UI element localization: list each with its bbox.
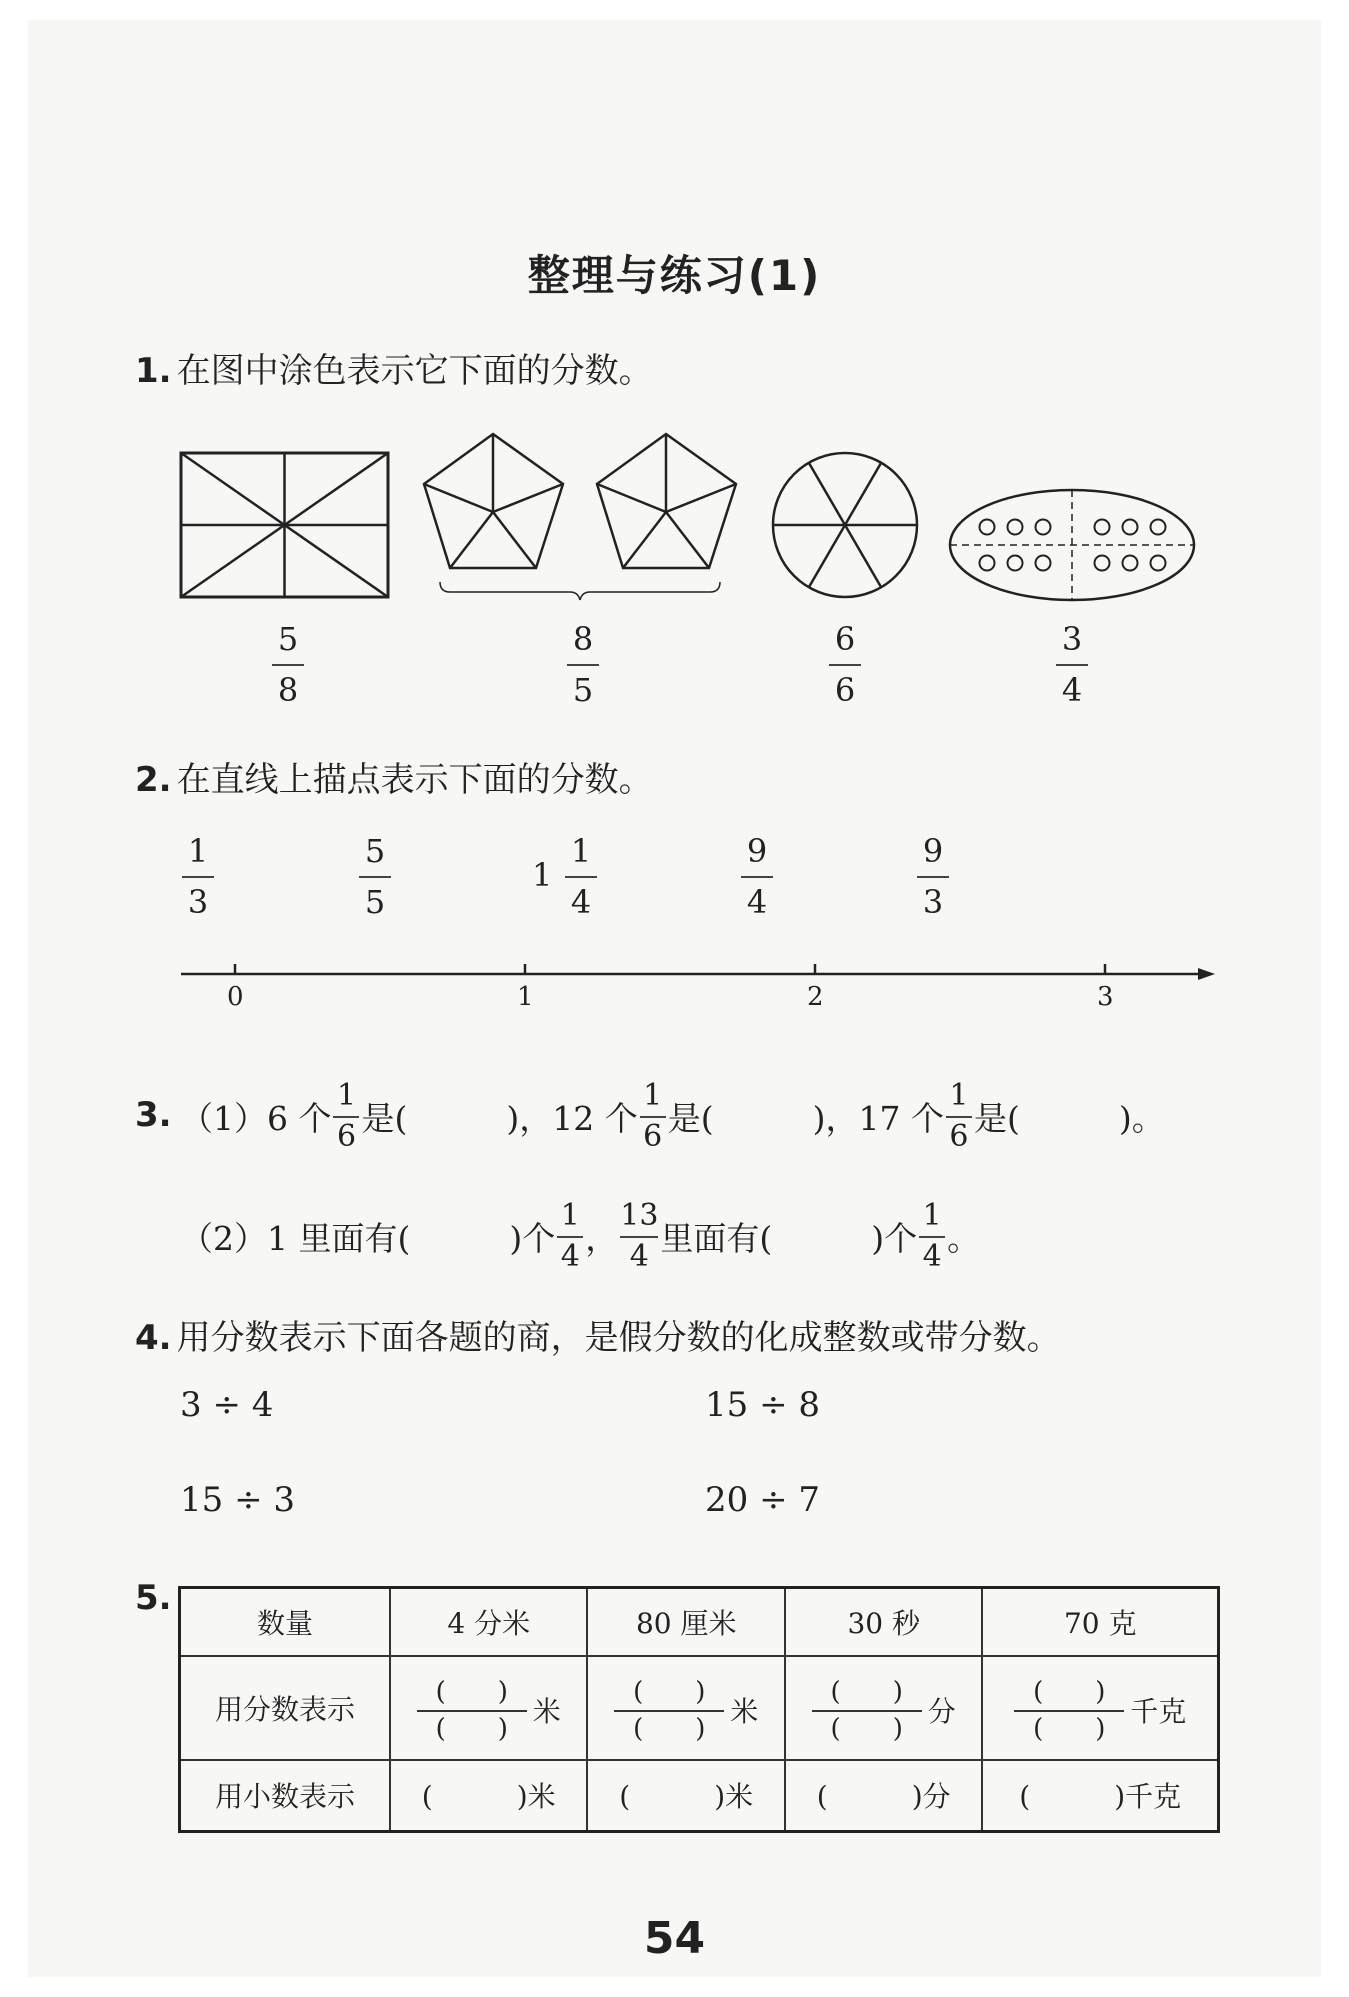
numerator: 1 bbox=[570, 832, 592, 870]
q2-fraction-4 bbox=[741, 832, 773, 921]
tick-label-3: 3 bbox=[1097, 982, 1114, 1012]
q2-fraction-1 bbox=[182, 832, 214, 921]
pentagon-figure-2[interactable] bbox=[597, 434, 736, 568]
q3-number-wrap bbox=[135, 1085, 172, 1145]
q2-number: 2. bbox=[135, 760, 172, 800]
denominator: 3 bbox=[187, 883, 209, 921]
q2-text: 在直线上描点表示下面的分数。 bbox=[176, 760, 653, 800]
ellipse-figure[interactable] bbox=[950, 490, 1194, 600]
q4-expr-2: 15 ÷ 8 bbox=[705, 1385, 820, 1425]
denominator: 3 bbox=[922, 883, 944, 921]
denominator: 5 bbox=[364, 883, 386, 921]
numerator: 5 bbox=[277, 620, 299, 658]
page-number: 54 bbox=[643, 1913, 706, 1964]
q4-expr-4: 20 ÷ 7 bbox=[705, 1480, 820, 1520]
q4-expr-1: 3 ÷ 4 bbox=[180, 1385, 274, 1425]
denominator: 6 bbox=[834, 671, 856, 709]
q3-1-fraction-a: 1 6 bbox=[333, 1081, 359, 1152]
row-label: 用小数表示 bbox=[180, 1760, 391, 1832]
q2-heading bbox=[135, 752, 653, 801]
q3-2-fraction-c: 1 4 bbox=[919, 1201, 945, 1272]
numerator: 3 bbox=[1061, 620, 1083, 658]
q2-fraction-3 bbox=[565, 832, 597, 921]
q1-figures bbox=[0, 0, 1349, 640]
q2-fraction-2 bbox=[359, 832, 391, 921]
tick-label-0: 0 bbox=[227, 982, 244, 1012]
q3-2-fraction-b: 13 4 bbox=[620, 1197, 659, 1274]
q3-1-text-c[interactable]: 是( )，17 个 bbox=[667, 1098, 944, 1138]
fraction-answer-cell[interactable]: ( ) ( ) 分 bbox=[785, 1656, 982, 1760]
decimal-answer-cell[interactable]: ( )分 bbox=[785, 1760, 982, 1832]
q4-expr-3: 15 ÷ 3 bbox=[180, 1480, 295, 1520]
header-cell: 30 秒 bbox=[785, 1588, 982, 1656]
q3-2-text-d: 。 bbox=[947, 1218, 981, 1258]
q3-line-2 bbox=[180, 1182, 980, 1290]
q4-heading bbox=[135, 1310, 1061, 1359]
tick-label-2: 2 bbox=[807, 982, 824, 1012]
q3-2-text-c[interactable]: 里面有( )个 bbox=[660, 1218, 918, 1258]
q4-text: 用分数表示下面各题的商，是假分数的化成整数或带分数。 bbox=[176, 1318, 1061, 1358]
decimal-answer-cell[interactable]: ( )米 bbox=[390, 1760, 587, 1832]
q1-fraction-3 bbox=[829, 620, 861, 709]
denominator: 4 bbox=[746, 883, 768, 921]
denominator: 8 bbox=[277, 671, 299, 709]
table-row-fraction bbox=[180, 1656, 1219, 1760]
q3-1-text-b[interactable]: 是( )，12 个 bbox=[361, 1098, 638, 1138]
denominator: 5 bbox=[572, 671, 594, 709]
numerator: 6 bbox=[834, 620, 856, 658]
q3-1-fraction-c: 1 6 bbox=[946, 1081, 972, 1152]
numerator: 9 bbox=[922, 832, 944, 870]
q3-1-text-d[interactable]: 是( )。 bbox=[973, 1098, 1165, 1138]
denominator: 4 bbox=[1061, 671, 1083, 709]
fraction-answer-cell[interactable]: ( ) ( ) 米 bbox=[587, 1656, 784, 1760]
numerator: 9 bbox=[746, 832, 768, 870]
row-label: 用分数表示 bbox=[180, 1656, 391, 1760]
q3-1-text-a: （1）6 个 bbox=[180, 1098, 332, 1138]
header-cell: 80 厘米 bbox=[587, 1588, 784, 1656]
q1-text: 在图中涂色表示它下面的分数。 bbox=[176, 351, 653, 391]
numerator: 8 bbox=[572, 620, 594, 658]
q1-fraction-4 bbox=[1056, 620, 1088, 709]
fraction-answer-cell[interactable]: ( ) ( ) 千克 bbox=[982, 1656, 1218, 1760]
brace bbox=[440, 582, 720, 600]
q3-2-fraction-a: 1 4 bbox=[557, 1201, 583, 1272]
number-line[interactable] bbox=[0, 955, 1349, 995]
header-cell: 数量 bbox=[180, 1588, 391, 1656]
q1-number: 1. bbox=[135, 351, 172, 391]
table-row-decimal bbox=[180, 1760, 1219, 1832]
conversion-table bbox=[178, 1586, 1220, 1833]
q2-mixed-whole: 1 bbox=[532, 856, 553, 894]
numerator: 5 bbox=[364, 832, 386, 870]
q3-2-text-a[interactable]: （2）1 里面有( )个 bbox=[180, 1218, 556, 1258]
q1-fraction-1 bbox=[272, 620, 304, 709]
q3-number: 3. bbox=[135, 1095, 172, 1135]
q3-2-text-b: ， bbox=[585, 1218, 619, 1258]
q3-1-fraction-b: 1 6 bbox=[640, 1081, 666, 1152]
q5-number: 5. bbox=[135, 1578, 172, 1618]
pentagon-figure-1[interactable] bbox=[424, 434, 563, 568]
q1-fraction-2 bbox=[567, 620, 599, 709]
header-cell: 70 克 bbox=[982, 1588, 1218, 1656]
circle-figure[interactable] bbox=[773, 453, 917, 597]
header-cell: 4 分米 bbox=[390, 1588, 587, 1656]
denominator: 4 bbox=[570, 883, 592, 921]
page-title: 整理与练习(1) bbox=[527, 251, 822, 300]
rectangle-figure[interactable] bbox=[181, 453, 388, 597]
q3-line-1 bbox=[180, 1062, 1165, 1170]
tick-label-1: 1 bbox=[517, 982, 534, 1012]
decimal-answer-cell[interactable]: ( )千克 bbox=[982, 1760, 1218, 1832]
numerator: 1 bbox=[187, 832, 209, 870]
fraction-answer-cell[interactable]: ( ) ( ) 米 bbox=[390, 1656, 587, 1760]
q4-number: 4. bbox=[135, 1318, 172, 1358]
decimal-answer-cell[interactable]: ( )米 bbox=[587, 1760, 784, 1832]
table-header-row bbox=[180, 1588, 1219, 1656]
q2-fraction-5 bbox=[917, 832, 949, 921]
